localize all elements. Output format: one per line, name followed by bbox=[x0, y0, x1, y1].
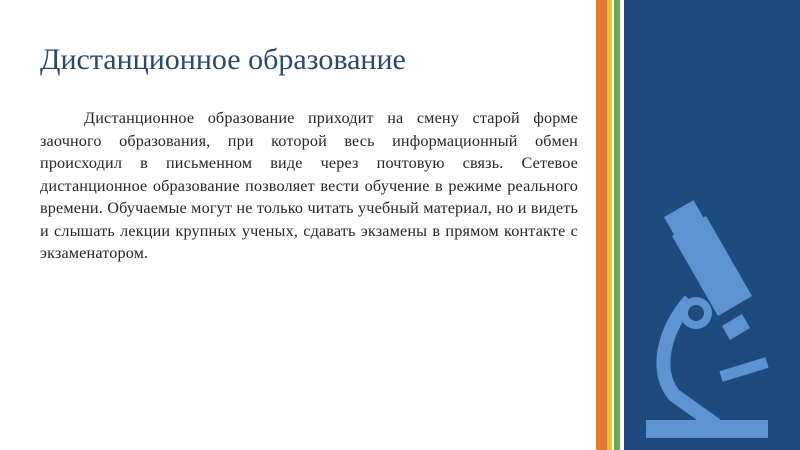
microscope-stage bbox=[719, 357, 768, 382]
slide-title: Дистанционное образование bbox=[40, 43, 406, 76]
microscope-knob-center bbox=[688, 305, 704, 321]
orange-stripe bbox=[596, 0, 607, 450]
microscope-objective bbox=[722, 314, 750, 340]
microscope-icon bbox=[624, 0, 800, 450]
green-stripe bbox=[614, 0, 620, 450]
slide-body-text: Дистанционное образование приходит на смену старой форме заочного образования, при которой весь информационный обмен происходил в письменном виде через почтовую связь. Сетевое дистанционное образование позволяет вести обучение в режиме реального времени. Обучаемые могут не только читать учебный материал, но и видеть и слышать лекции крупных ученых, сдавать экзамены в прямом контакте с экзаменатором. bbox=[40, 109, 578, 262]
